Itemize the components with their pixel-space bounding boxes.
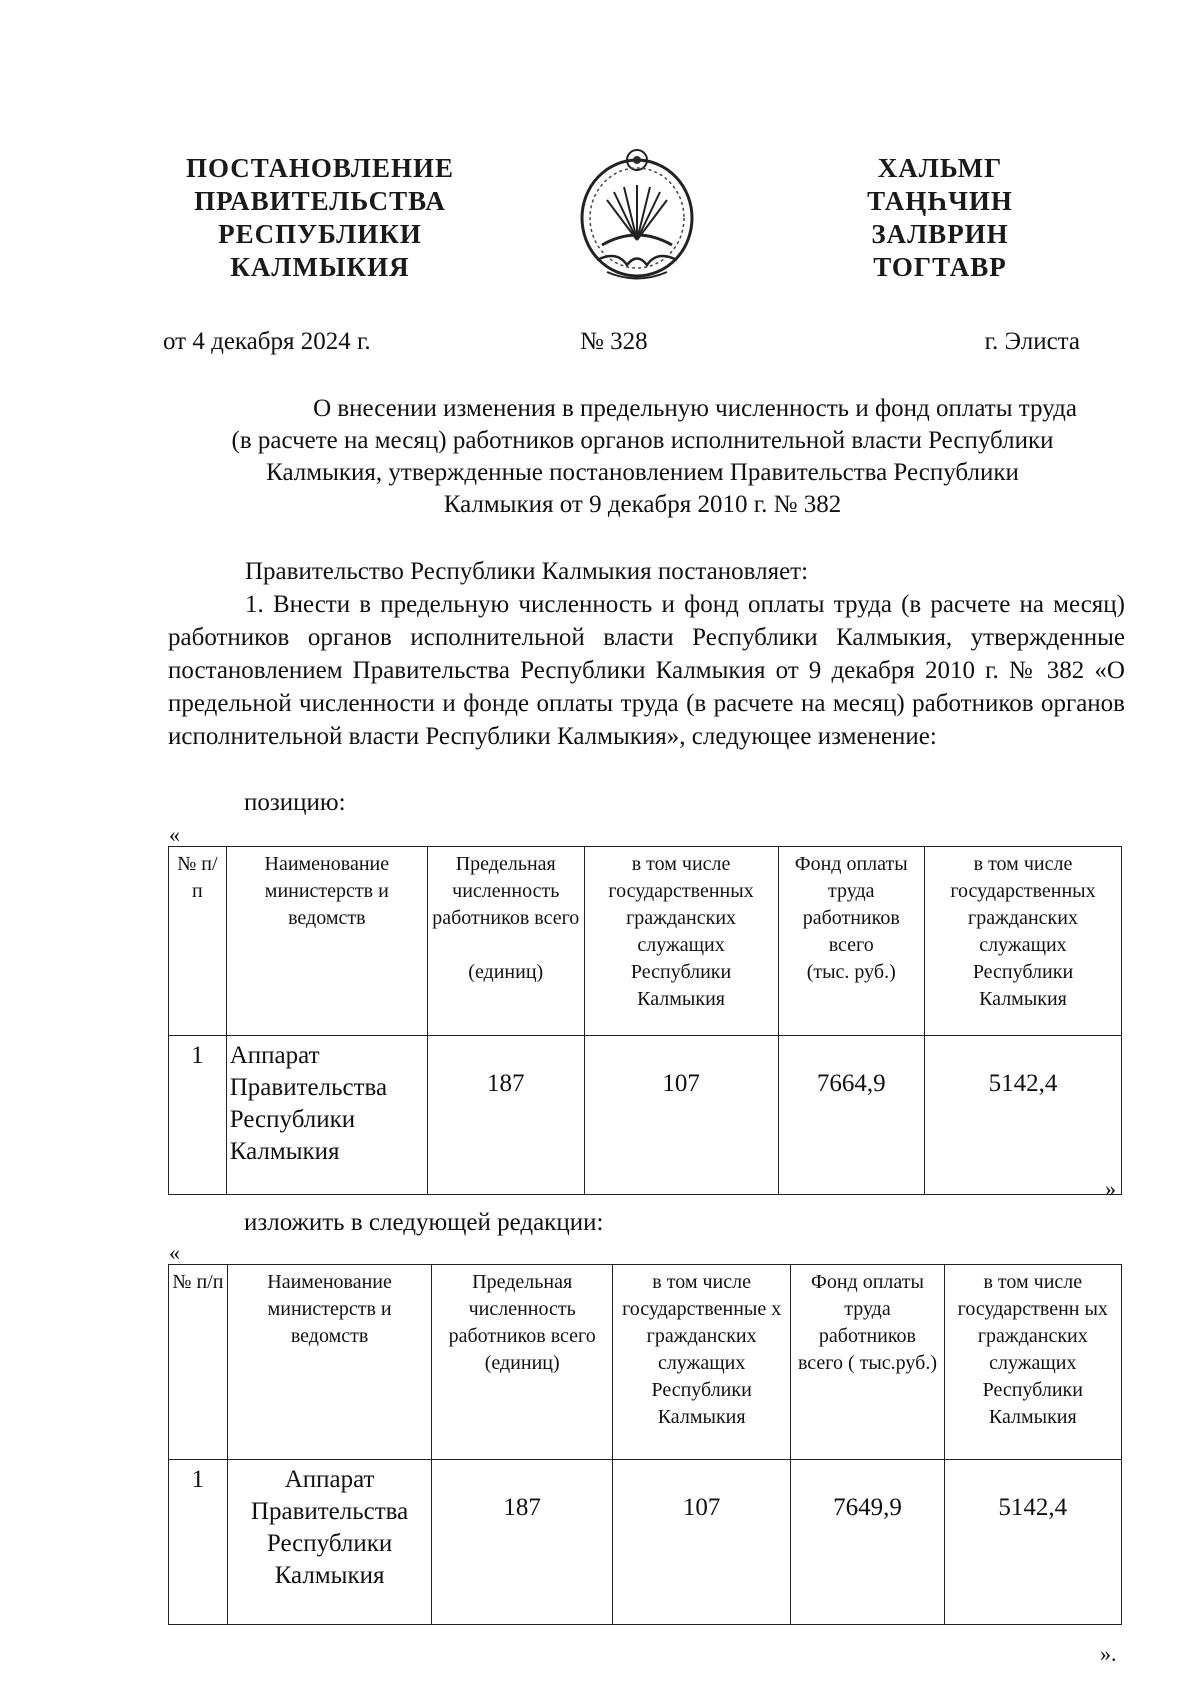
header-fund: Фонд оплаты труда работников всего (тыс. руб.) [778,847,924,1036]
paragraph-1: 1. Внести в предельную численность и фонд оплаты труда (в расчете на месяц) работников органов исполнительной власти Республики Калмыкия, утвержденные постановлением Правительства Республики Калмыкия от 9 декабря 2010 г. № 382 «О предельной численности и фонде оплаты труда (в расчете на месяц) работников органов исполнительной власти Республики Калмыкия», следующее изменение: [168,591,1125,750]
cell-name: Аппарат Правительства Республики Калмыкия [226,1036,427,1195]
cell-fund: 7664,9 [778,1036,924,1195]
header-staff: Предельная численность работников всего (единиц) [432,1265,613,1460]
position-label: позицию: [244,789,346,816]
quote-close-final: ». [1100,1641,1117,1666]
cell-num: 1 [169,1460,228,1625]
cell-fund: 7649,9 [791,1460,944,1625]
header-name: Наименование министерств и ведомств [226,847,427,1036]
header-civil-fund: в том числе государственных гражданских служащих Республики Калмыкия [924,847,1121,1036]
kalmykia-coat-of-arms-icon [572,140,702,290]
document-city: г. Элиста [984,328,1080,355]
quote-close: » [1105,1176,1116,1201]
quote-open: « [169,1240,180,1265]
header-num: № п/п [169,847,227,1036]
header-num: № п/п [169,1265,228,1460]
cell-civil-fund: 5142,4 [924,1036,1121,1195]
header-fund: Фонд оплаты труда работников всего ( тыс.руб.) [791,1265,944,1460]
cell-civil: 107 [612,1460,790,1625]
table-row [169,1460,1122,1625]
cell-civil: 107 [584,1036,778,1195]
cell-staff: 187 [432,1460,613,1625]
cell-num: 1 [169,1036,227,1195]
document-date: от 4 декабря 2024 г. [163,328,371,355]
table-header-row [169,847,1122,1036]
header-staff: Предельная численность работников всего (единиц) [427,847,584,1036]
table-header-row [169,1265,1122,1460]
intro-text: Правительство Республики Калмыкия постановляет: [245,558,809,585]
header-civil: в том числе государственные х гражданских служащих Республики Калмыкия [612,1265,790,1460]
cell-staff: 187 [427,1036,584,1195]
header-civil: в том числе государственных гражданских служащих Республики Калмыкия [584,847,778,1036]
quote-open: « [169,822,180,847]
edit-label: изложить в следующей редакции: [244,1209,604,1236]
issuer-ru: ПОСТАНОВЛЕНИЕ ПРАВИТЕЛЬСТВА РЕСПУБЛИКИ КАЛМЫКИЯ [185,153,455,282]
header-civil-fund: в том числе государственн ых гражданских служащих Республики Калмыкия [944,1265,1121,1460]
table-row [169,1036,1122,1195]
cell-name: Аппарат Правительства Республики Калмыкия [227,1460,432,1625]
cell-civil-fund: 5142,4 [944,1460,1121,1625]
table-new-position [168,1264,1122,1625]
document-title: О внесении изменения в предельную численность и фонд оплаты труда (в расчете на месяц) работников органов исполнительной власти Республики Калмыкия, утвержденные постановлением Правительства Республики Калмыкия от 9 декабря 2010 г. № 382 [231,395,1077,518]
document-number: № 328 [580,328,648,355]
header-name: Наименование министерств и ведомств [227,1265,432,1460]
issuer-xal: ХАЛЬМГ ТАҢҺЧИН ЗАЛВРИН ТОГТАВР [867,153,1013,282]
table-old-position [168,846,1122,1195]
